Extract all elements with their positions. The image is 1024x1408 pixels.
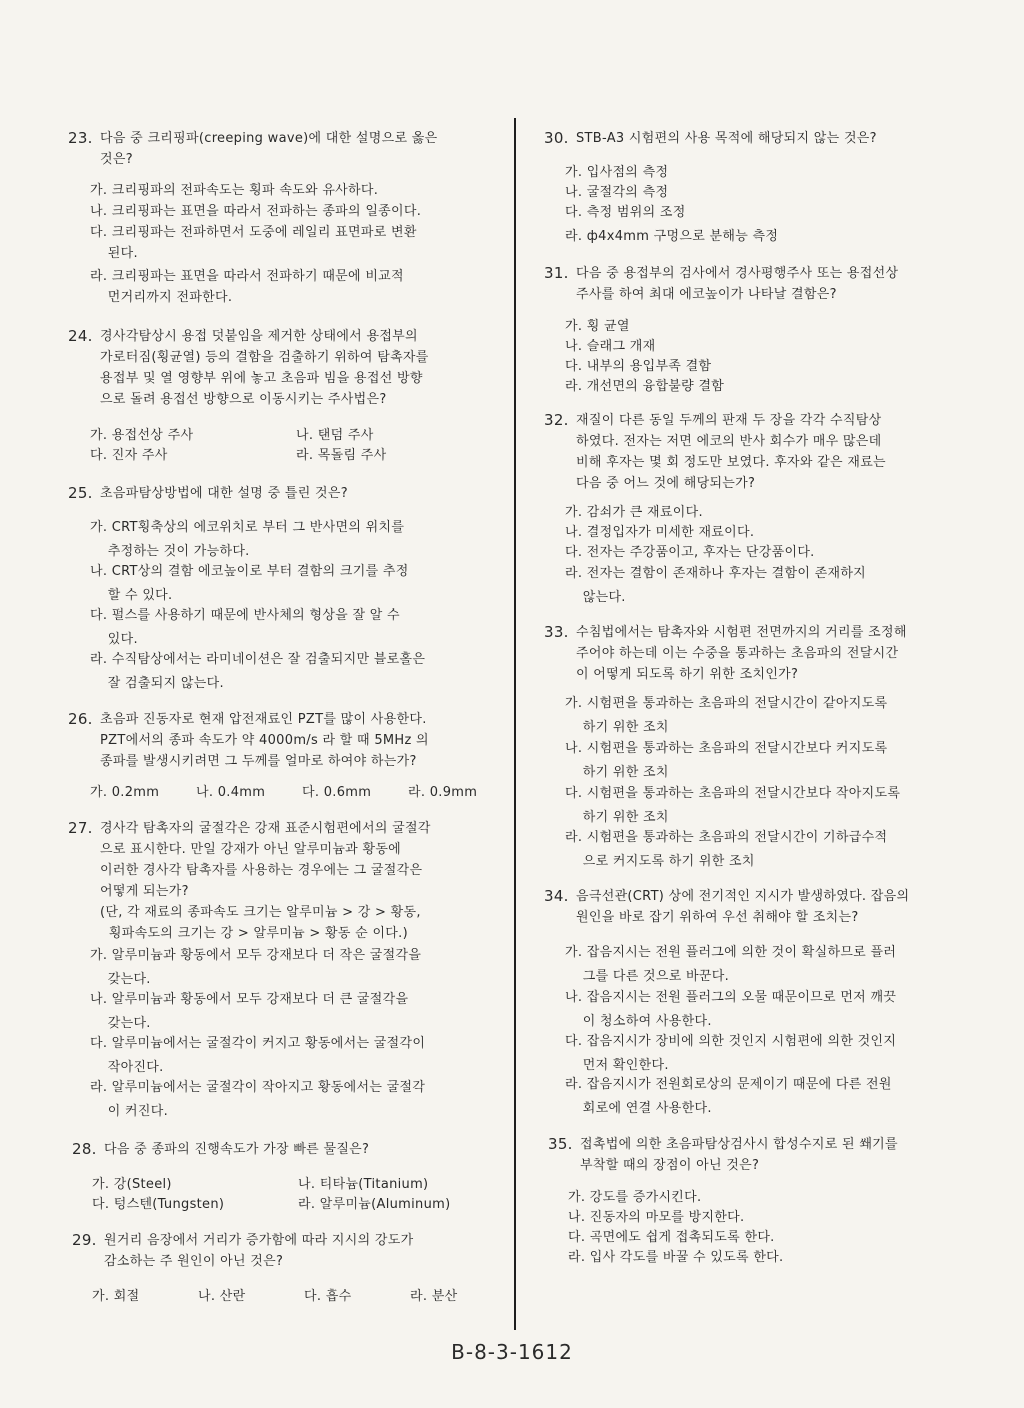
option-b: 나. CRT상의 결함 에코높이로 부터 결함의 크기를 추정 할 수 있다.: [90, 564, 409, 603]
question-30: [544, 128, 984, 149]
option-c: 다. 전자는 주강품이고, 후자는 단강품이다.: [565, 545, 815, 560]
option-d: 라. 알루미늄(Aluminum): [298, 1197, 451, 1212]
option-c: 다. 잡음지시가 장비에 의한 것인지 시험편에 의한 것인지 먼저 확인한다.: [565, 1034, 897, 1073]
option-a: 가. 크리핑파의 전파속도는 횡파 속도와 유사하다.: [90, 183, 379, 198]
question-24: [68, 326, 508, 410]
question-text: 다음 중 용접부의 검사에서 경사평행주사 또는 용접선상 주사를 하여 최대 에코높이가 나타날 결함은?: [576, 266, 899, 302]
question-number: 34.: [544, 887, 569, 905]
question-number: 27.: [68, 819, 93, 837]
question-number: 35.: [548, 1135, 573, 1153]
option-a: 가. 0.2mm: [90, 785, 160, 800]
option-d: 라. 전자는 결함이 존재하나 후자는 결함이 존재하지 않는다.: [565, 566, 867, 605]
option-d: 라. 시험편을 통과하는 초음파의 전달시간이 기하급수적 으로 커지도록 하기 위한 조치: [565, 830, 888, 869]
question-number: 24.: [68, 327, 93, 345]
option-d: 라. 개선면의 융합불량 결함: [565, 379, 725, 394]
option-b: 나. 탠덤 주사: [296, 428, 374, 443]
option-c: 다. 시험편을 통과하는 초음파의 전달시간보다 작아지도록 하기 위한 조치: [565, 786, 901, 825]
option-c: 다. 흡수: [304, 1289, 352, 1304]
option-d: 라. 목돌림 주사: [296, 448, 387, 463]
option-b: 나. 슬래그 개재: [565, 339, 656, 354]
option-d: 라. 0.9mm: [408, 785, 478, 800]
question-text: 경사각탐상시 용접 덧붙임을 제거한 상태에서 용접부의 가로터짐(횡균열) 등의 결함을 검출하기 위하여 탐촉자를 용접부 및 열 영향부 위에 놓고 초음파 빔을 용접선 방향 으로 돌려 용접선 방향으로 이동시키는 주사법은?: [100, 329, 429, 407]
option-b: 나. 0.4mm: [196, 785, 266, 800]
question-text: 접촉법에 의한 초음파탐상검사시 합성수지로 된 쐐기를 부착할 때의 장점이 아닌 것은?: [580, 1137, 898, 1173]
question-text: 음극선관(CRT) 상에 전기적인 지시가 발생하였다. 잡음의 원인을 바로 잡기 위하여 우선 취해야 할 조치는?: [576, 889, 910, 925]
option-c: 다. 크리핑파는 전파하면서 도중에 레일리 표면파로 변환 된다.: [90, 225, 417, 261]
question-35: [548, 1134, 988, 1176]
page-code: B-8-3-1612: [451, 1340, 573, 1364]
question-text: STB-A3 시험편의 사용 목적에 해당되지 않는 것은?: [576, 131, 877, 146]
question-26: [68, 709, 508, 772]
question-number: 26.: [68, 710, 93, 728]
option-c: 다. 텅스텐(Tungsten): [92, 1197, 225, 1212]
option-a: 가. 강도를 증가시킨다.: [568, 1190, 702, 1205]
option-b: 나. 알루미늄과 황동에서 모두 강재보다 더 큰 굴절각을 갖는다.: [90, 992, 409, 1031]
option-a: 가. 입사점의 측정: [565, 165, 669, 180]
question-number: 33.: [544, 623, 569, 641]
option-a: 가. CRT횡축상의 에코위치로 부터 그 반사면의 위치를 추정하는 것이 가능하다.: [90, 520, 405, 559]
question-27: [68, 818, 508, 944]
option-d: 라. 알루미늄에서는 굴절각이 작아지고 황동에서는 굴절각 이 커진다.: [90, 1080, 426, 1119]
option-d: 라. 입사 각도를 바꿀 수 있도록 한다.: [568, 1250, 784, 1265]
option-b: 나. 진동자의 마모를 방지한다.: [568, 1210, 745, 1225]
question-text: 초음파 진동자로 현재 압전재료인 PZT를 많이 사용한다. PZT에서의 종파 속도가 약 4000m/s 라 할 때 5MHz 의 종파를 발생시키려면 그 두께를 얼마로 하여야 하는가?: [100, 712, 429, 769]
option-d: 라. 잡음지시가 전원회로상의 문제이기 때문에 다른 전원 회로에 연결 사용한다.: [565, 1077, 892, 1116]
option-b: 나. 시험편을 통과하는 초음파의 전달시간보다 커지도록 하기 위한 조치: [565, 741, 888, 780]
question-text: 수침법에서는 탐촉자와 시험편 전면까지의 거리를 조정해 주어야 하는데 이는 수중을 통과하는 초음파의 전달시간 이 어떻게 되도록 하기 위한 조치인가?: [576, 625, 907, 682]
option-d: 라. 분산: [410, 1289, 458, 1304]
option-d: 라. 크리핑파는 표면을 따라서 전파하기 때문에 비교적 먼거리까지 전파한다.: [90, 269, 404, 305]
question-number: 23.: [68, 129, 93, 147]
option-c: 다. 진자 주사: [90, 448, 168, 463]
question-28: [72, 1139, 512, 1160]
question-31: [544, 263, 984, 305]
question-text: 원거리 음장에서 거리가 증가함에 따라 지시의 강도가 감소하는 주 원인이 아닌 것은?: [104, 1233, 414, 1269]
question-29: [72, 1230, 512, 1272]
question-text: 다음 중 크리핑파(creeping wave)에 대한 설명으로 옳은 것은?: [100, 131, 438, 167]
option-c: 다. 펄스를 사용하기 때문에 반사체의 형상을 잘 알 수 있다.: [90, 608, 400, 647]
question-32: [544, 410, 984, 494]
option-c: 다. 곡면에도 쉽게 접촉되도록 한다.: [568, 1230, 775, 1245]
option-c: 다. 내부의 용입부족 결함: [565, 359, 712, 374]
option-b: 나. 산란: [198, 1289, 246, 1304]
option-b: 나. 크리핑파는 표면을 따라서 전파하는 종파의 일종이다.: [90, 204, 422, 219]
option-a: 가. 감쇠가 큰 재료이다.: [565, 505, 703, 520]
option-a: 가. 강(Steel): [92, 1177, 172, 1192]
option-c: 다. 측정 범위의 조정: [565, 205, 686, 220]
question-number: 32.: [544, 411, 569, 429]
question-23: [68, 128, 508, 170]
option-a: 가. 잡음지시는 전원 플러그에 의한 것이 확실하므로 플러 그를 다른 것으로 바꾼다.: [565, 945, 897, 984]
option-a: 가. 시험편을 통과하는 초음파의 전달시간이 같아지도록 하기 위한 조치: [565, 696, 888, 735]
option-a: 가. 용접선상 주사: [90, 428, 194, 443]
question-text: 초음파탐상방법에 대한 설명 중 틀린 것은?: [100, 486, 348, 501]
option-c: 다. 알루미늄에서는 굴절각이 커지고 황동에서는 굴절각이 작아진다.: [90, 1036, 426, 1075]
option-a: 가. 알루미늄과 황동에서 모두 강재보다 더 작은 굴절각을 갖는다.: [90, 948, 422, 987]
option-d: 라. ф4x4mm 구멍으로 분해능 측정: [565, 229, 779, 244]
option-a: 가. 회절: [92, 1289, 140, 1304]
question-text: 경사각 탐촉자의 굴절각은 강재 표준시험편에서의 굴절각 으로 표시한다. 만일 강재가 아닌 알루미늄과 황동에 이러한 경사각 탐촉자를 사용하는 경우에는 그 굴절각은 어떻게 되는가? (단, 각 재료의 종파속도 크기는 알루미늄 > 강 > 황동, 횡파속도의 크기는 강 > 알루미늄 > 황동 순 이다.): [100, 821, 431, 941]
option-b: 나. 결정입자가 미세한 재료이다.: [565, 525, 755, 540]
question-text: 다음 중 종파의 진행속도가 가장 빠른 물질은?: [104, 1142, 370, 1157]
question-number: 30.: [544, 129, 569, 147]
option-b: 나. 티타늄(Titanium): [298, 1177, 429, 1192]
option-c: 다. 0.6mm: [302, 785, 372, 800]
question-25: [68, 483, 508, 504]
question-34: [544, 886, 984, 928]
question-number: 25.: [68, 484, 93, 502]
question-number: 29.: [72, 1231, 97, 1249]
question-33: [544, 622, 984, 685]
question-number: 28.: [72, 1140, 97, 1158]
option-b: 나. 굴절각의 측정: [565, 185, 669, 200]
option-a: 가. 횡 균열: [565, 319, 630, 334]
column-divider: [514, 118, 516, 1330]
question-text: 재질이 다른 동일 두께의 판재 두 장을 각각 수직탐상 하였다. 전자는 저면 에코의 반사 회수가 매우 많은데 비해 후자는 몇 회 정도만 보였다. 후자와 같은 재료는 다음 중 어느 것에 해당되는가?: [576, 413, 886, 491]
option-d: 라. 수직탐상에서는 라미네이션은 잘 검출되지만 블로홀은 잘 검출되지 않는다.: [90, 652, 426, 691]
question-number: 31.: [544, 264, 569, 282]
option-b: 나. 잡음지시는 전원 플러그의 오물 때문이므로 먼저 깨끗 이 청소하여 사용한다.: [565, 990, 897, 1029]
